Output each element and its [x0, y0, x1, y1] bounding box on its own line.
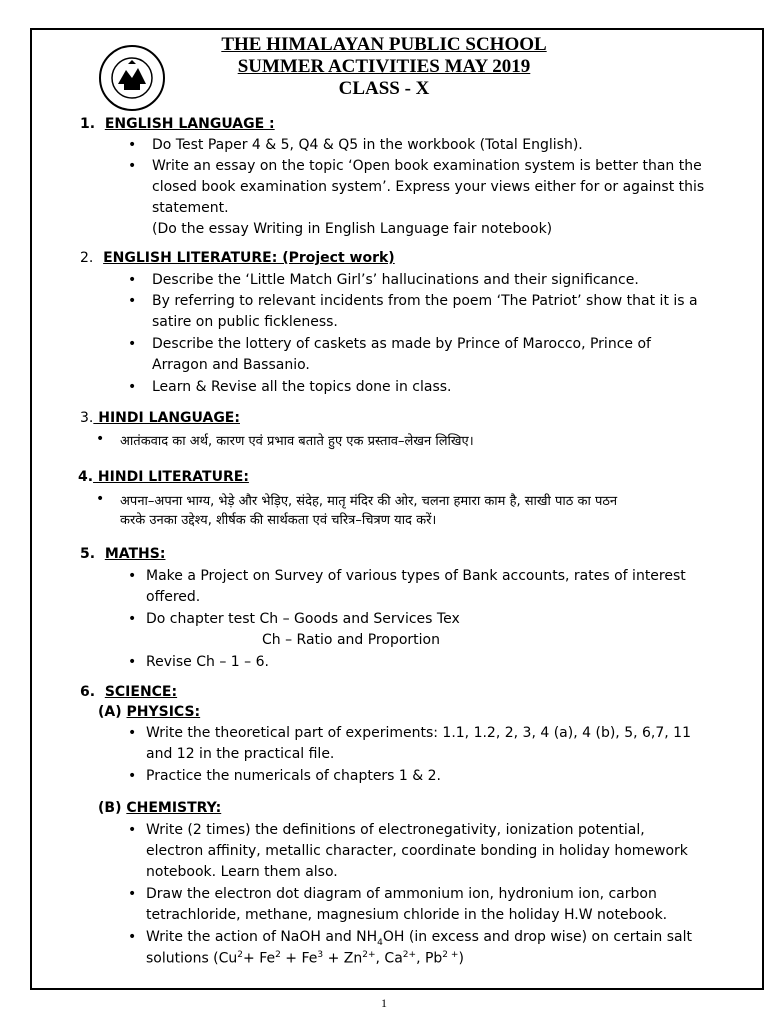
subsection-physics: (A) PHYSICS: — [98, 704, 201, 720]
bullet-icon: • — [128, 929, 137, 945]
list-item: Write an essay on the topic ‘Open book examination system is better than the — [152, 158, 702, 174]
school-name: THE HIMALAYAN PUBLIC SCHOOL — [221, 34, 547, 55]
list-item: Revise Ch – 1 – 6. — [146, 654, 269, 670]
bullet-icon: • — [128, 336, 137, 352]
bullet-icon: • — [128, 886, 137, 902]
list-item: Do Test Paper 4 & 5, Q4 & Q5 in the workbook (Total English). — [152, 137, 583, 153]
list-item: Describe the ‘Little Match Girl’s’ hallucinations and their significance. — [152, 272, 639, 288]
list-item: Write the theoretical part of experiments: 1.1, 1.2, 2, 3, 4 (a), 4 (b), 5, 6,7, 11 — [146, 725, 691, 741]
list-item-cont: offered. — [146, 589, 201, 605]
list-item-cont: करके उनका उद्देश्य, शीर्षक की सार्थकता एवं चरित्र–चित्रण याद करें। — [120, 513, 437, 528]
bullet-icon: • — [128, 611, 137, 627]
bullet-icon: • — [128, 768, 137, 784]
list-item: Write (2 times) the definitions of electronegativity, ionization potential, — [146, 822, 645, 838]
list-item: Practice the numericals of chapters 1 & 2. — [146, 768, 442, 784]
list-item: Learn & Revise all the topics done in class. — [152, 379, 452, 395]
list-item-cont: tetrachloride, methane, magnesium chloride in the holiday H.W notebook. — [146, 907, 668, 923]
list-item-cont: notebook. Learn them also. — [146, 864, 338, 880]
list-item: By referring to relevant incidents from the poem ‘The Patriot’ show that it is a — [152, 293, 698, 309]
bullet-icon: • — [128, 822, 137, 838]
bullet-icon: • — [96, 431, 105, 447]
bullet-icon: • — [128, 725, 137, 741]
list-item: Describe the lottery of caskets as made by Prince of Marocco, Prince of — [152, 336, 651, 352]
bullet-icon: • — [128, 293, 137, 309]
list-item-cont: and 12 in the practical file. — [146, 746, 335, 762]
list-item-cont: statement. — [152, 200, 229, 216]
list-item: Do chapter test Ch – Goods and Services Tex — [146, 611, 460, 627]
bullet-icon: • — [128, 158, 137, 174]
section-hindi-literature: 4. HINDI LITERATURE: — [78, 469, 249, 485]
list-item-cont: satire on public fickleness. — [152, 314, 338, 330]
list-item-cont: solutions ($Cu^2+ Fe^2 + Fe^3 + Zn^{2+}$, $Ca^{2+}$, $Pb^{2 +}$) — [146, 950, 464, 967]
bullet-icon: • — [96, 491, 105, 507]
list-item-cont: Arragon and Bassanio. — [152, 357, 310, 373]
list-item-cont: closed book examination system’. Express your views either for or against this — [152, 179, 705, 195]
section-science: 6. SCIENCE: — [80, 684, 178, 700]
subsection-chemistry: (B) CHEMISTRY: — [98, 800, 222, 816]
list-item: Write the action of NaOH and $NH_4OH$ (in excess and drop wise) on certain salt — [146, 929, 693, 948]
list-item: अपना–अपना भाग्य, भेड़े और भेड़िए, संदेह, मातृ मंदिर की ओर, चलना हमारा काम है, साखी पाठ का पठन — [120, 494, 618, 509]
section-english-literature: 2. ENGLISH LITERATURE: (Project work) — [80, 250, 395, 266]
section-english-language: 1. ENGLISH LANGUAGE : — [80, 116, 275, 132]
activity-title: SUMMER ACTIVITIES MAY 2019 — [237, 56, 531, 77]
list-item: Make a Project on Survey of various types of Bank accounts, rates of interest — [146, 568, 686, 584]
section-hindi-language: 3. HINDI LANGUAGE: — [80, 410, 240, 426]
bullet-icon: • — [128, 379, 137, 395]
bullet-icon: • — [128, 272, 137, 288]
page-number: 1 — [381, 996, 387, 1010]
section-maths: 5. MATHS: — [80, 546, 166, 562]
bullet-icon: • — [128, 137, 137, 153]
list-item-cont: electron affinity, metallic character, coordinate bonding in holiday homework — [146, 843, 688, 859]
list-item-cont: (Do the essay Writing in English Language fair notebook) — [152, 221, 553, 237]
bullet-icon: • — [128, 568, 137, 584]
list-item-cont: Ch – Ratio and Proportion — [262, 632, 440, 648]
list-item: आतंकवाद का अर्थ, कारण एवं प्रभाव बताते हुए एक प्रस्ताव–लेखन लिखिए। — [120, 434, 474, 449]
list-item: Draw the electron dot diagram of ammonium ion, hydronium ion, carbon — [146, 886, 657, 902]
class-title: CLASS - X — [338, 78, 430, 99]
bullet-icon: • — [128, 654, 137, 670]
